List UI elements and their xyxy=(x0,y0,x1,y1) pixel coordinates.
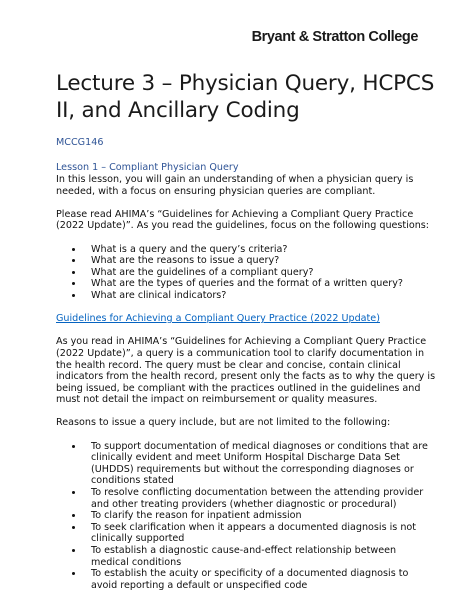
guidelines-link[interactable]: Guidelines for Achieving a Compliant Query Practice (2022 Update) xyxy=(56,313,380,325)
page-title: Lecture 3 – Physician Query, HCPCS II, and Ancillary Coding xyxy=(56,71,435,123)
document-body xyxy=(56,70,436,591)
list-item: • What is a query and the query’s criteria? xyxy=(84,244,436,256)
lesson-heading: Lesson 1 – Compliant Physician Query xyxy=(56,162,239,173)
query-paragraph: As you read in AHIMA’s “Guidelines for Achieving a Compliant Query Practice (2022 Update)”, a query is a communication tool to clarify documentation in the health record. The query must be clear and concise, contain clinical indicators from the health record, present only the facts as to why the query is being issued, be compliant with the practices outlined in the guidelines and must not detail the impact on reimbursement or quality measures. xyxy=(56,336,436,406)
list-item: • What are the types of queries and the format of a written query? xyxy=(84,278,436,290)
college-logo: Bryant & Stratton College xyxy=(251,29,418,45)
reasons-intro: Reasons to issue a query include, but are not limited to the following: xyxy=(56,417,391,429)
instructions-paragraph: Please read AHIMA’s “Guidelines for Achieving a Compliant Query Practice (2022 Update)”. As you read the guidelines, focus on the following questions: xyxy=(56,208,430,232)
intro-paragraph: In this lesson, you will gain an understanding of when a physician query is needed, with a focus on ensuring physician queries are compliant. xyxy=(56,174,414,197)
list-item: • To clarify the reason for inpatient admission xyxy=(84,510,436,522)
list-item: • To support documentation of medical diagnoses or conditions that are clinically evident and meet Uniform Hospital Discharge Data Set (UHDDS) requirements but without the corresponding diagnoses or conditions stated xyxy=(84,441,436,487)
list-item: • What are the reasons to issue a query? xyxy=(84,255,436,267)
list-item: • To seek clarification when it appears a documented diagnosis is not clinically supported xyxy=(84,522,436,545)
list-item: • To establish a diagnostic cause-and-effect relationship between medical conditions xyxy=(84,545,436,568)
list-item: • To establish the acuity or specificity of a documented diagnosis to avoid reporting a default or unspecified code xyxy=(84,568,436,591)
list-item: • What are the guidelines of a compliant query? xyxy=(84,267,436,279)
course-code: MCCG146 xyxy=(56,137,104,148)
questions-list xyxy=(56,244,436,302)
list-item: • What are clinical indicators? xyxy=(84,290,436,302)
list-item: • To resolve conflicting documentation between the attending provider and other treating providers (whether diagnostic or procedural) xyxy=(84,487,436,510)
link-paragraph xyxy=(56,313,436,325)
reasons-list xyxy=(56,441,436,592)
